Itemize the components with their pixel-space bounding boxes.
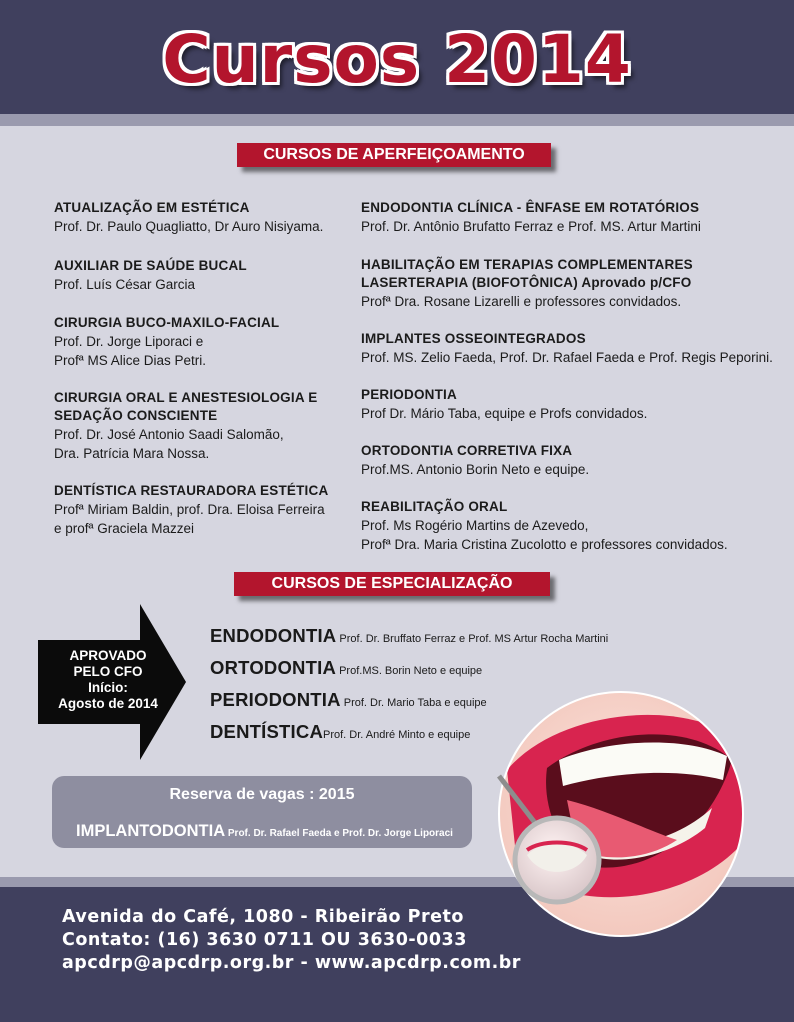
spec-course-prof: Prof. Dr. Bruffato Ferraz e Prof. MS Artur Rocha Martini: [336, 633, 609, 645]
arrow-line: APROVADO: [69, 648, 147, 663]
course-item: [361, 498, 781, 554]
especializacao-banner: CURSOS DE ESPECIALIZAÇÃO: [234, 572, 550, 596]
page-title: Cursos 2014: [162, 21, 632, 98]
course-item: [54, 199, 354, 236]
course-title: SEDAÇÃO CONSCIENTE: [54, 408, 218, 423]
spec-course-prof: Prof. Dr. André Minto e equipe: [323, 729, 471, 741]
course-item: [361, 442, 781, 479]
course-professors: Prof. Dr. Antônio Brufatto Ferraz e Prof. MS. Artur Martini: [361, 219, 701, 234]
aperfeicoamento-banner: CURSOS DE APERFEIÇOAMENTO: [237, 143, 551, 167]
arrow-line: Início:: [88, 680, 128, 695]
course-title: AUXILIAR DE SAÚDE BUCAL: [54, 258, 247, 273]
spec-course-name: PERIODONTIA: [210, 689, 341, 710]
spec-course-prof: Prof.MS. Borin Neto e equipe: [336, 665, 483, 677]
smile-dental-mirror-image: [497, 690, 745, 938]
course-professors: Dra. Patrícia Mara Nossa.: [54, 446, 210, 461]
course-title: DENTÍSTICA RESTAURADORA ESTÉTICA: [54, 483, 329, 498]
course-professors: Prof. Ms Rogério Martins de Azevedo,: [361, 518, 589, 533]
reserva-panel: [52, 776, 472, 848]
course-professors: Prof Dr. Mário Taba, equipe e Profs convidados.: [361, 406, 648, 421]
aperfeicoamento-right-column: [361, 199, 781, 554]
course-professors: Prof. Dr. Paulo Quagliatto, Dr Auro Nisiyama.: [54, 219, 324, 234]
arrow-line: Agosto de 2014: [58, 696, 158, 711]
course-title: LASERTERAPIA (BIOFOTÔNICA) Aprovado p/CFO: [361, 275, 692, 290]
course-item: [54, 314, 354, 370]
course-professors: e profª Graciela Mazzei: [54, 521, 195, 536]
arrow-label: [48, 648, 168, 712]
course-title: ENDODONTIA CLÍNICA - ÊNFASE EM ROTATÓRIOS: [361, 200, 700, 215]
course-title: REABILITAÇÃO ORAL: [361, 499, 508, 514]
course-professors: Prof. Dr. José Antonio Saadi Salomão,: [54, 427, 284, 442]
course-professors: Profª Miriam Baldin, prof. Dra. Eloisa Ferreira: [54, 502, 325, 517]
footer-address: Avenida do Café, 1080 - Ribeirão Preto: [62, 907, 464, 927]
footer-phone: Contato: (16) 3630 0711 OU 3630-0033: [62, 930, 467, 950]
aperfeicoamento-left-column: [54, 199, 354, 538]
list-item: [210, 656, 730, 688]
course-item: [54, 389, 354, 463]
course-title: PERIODONTIA: [361, 387, 457, 402]
course-item: [361, 256, 781, 311]
course-professors: Profª MS Alice Dias Petri.: [54, 353, 207, 368]
spec-course-prof: Prof. Dr. Mario Taba e equipe: [340, 697, 487, 709]
course-item: [54, 257, 354, 294]
course-title: ORTODONTIA CORRETIVA FIXA: [361, 443, 573, 458]
course-professors: Prof. MS. Zelio Faeda, Prof. Dr. Rafael Faeda e Prof. Regis Peporini.: [361, 350, 773, 365]
header-stripe: [0, 114, 794, 126]
course-title: IMPLANTES OSSEOINTEGRADOS: [361, 331, 586, 346]
course-title: CIRURGIA BUCO-MAXILO-FACIAL: [54, 315, 280, 330]
reserva-course-name: IMPLANTODONTIA: [76, 822, 226, 840]
course-title: ATUALIZAÇÃO EM ESTÉTICA: [54, 200, 250, 215]
course-professors: Prof. Luís César Garcia: [54, 277, 196, 292]
course-title: CIRURGIA ORAL E ANESTESIOLOGIA E: [54, 390, 318, 405]
spec-course-name: ORTODONTIA: [210, 657, 337, 678]
spec-course-name: DENTÍSTICA: [210, 721, 323, 742]
course-item: [54, 482, 354, 538]
course-item: [361, 386, 781, 423]
footer-contact: [62, 906, 521, 975]
reserva-course-prof: Prof. Dr. Rafael Faeda e Prof. Dr. Jorge Liporaci: [225, 828, 453, 839]
course-item: [361, 330, 781, 367]
course-item: [361, 199, 781, 236]
course-professors: Prof. Dr. Jorge Liporaci e: [54, 334, 204, 349]
footer-web: apcdrp@apcdrp.org.br - www.apcdrp.com.br: [62, 953, 521, 973]
course-professors: Profª Dra. Rosane Lizarelli e professores convidados.: [361, 294, 682, 309]
reserva-title: Reserva de vagas : 2015: [169, 786, 355, 803]
course-title: HABILITAÇÃO EM TERAPIAS COMPLEMENTARES: [361, 257, 693, 272]
list-item: [210, 624, 730, 656]
course-professors: Prof.MS. Antonio Borin Neto e equipe.: [361, 462, 590, 477]
course-professors: Profª Dra. Maria Cristina Zucolotto e professores convidados.: [361, 537, 728, 552]
arrow-line: PELO CFO: [73, 664, 143, 679]
spec-course-name: ENDODONTIA: [210, 625, 337, 646]
reserva-course: [76, 822, 453, 841]
